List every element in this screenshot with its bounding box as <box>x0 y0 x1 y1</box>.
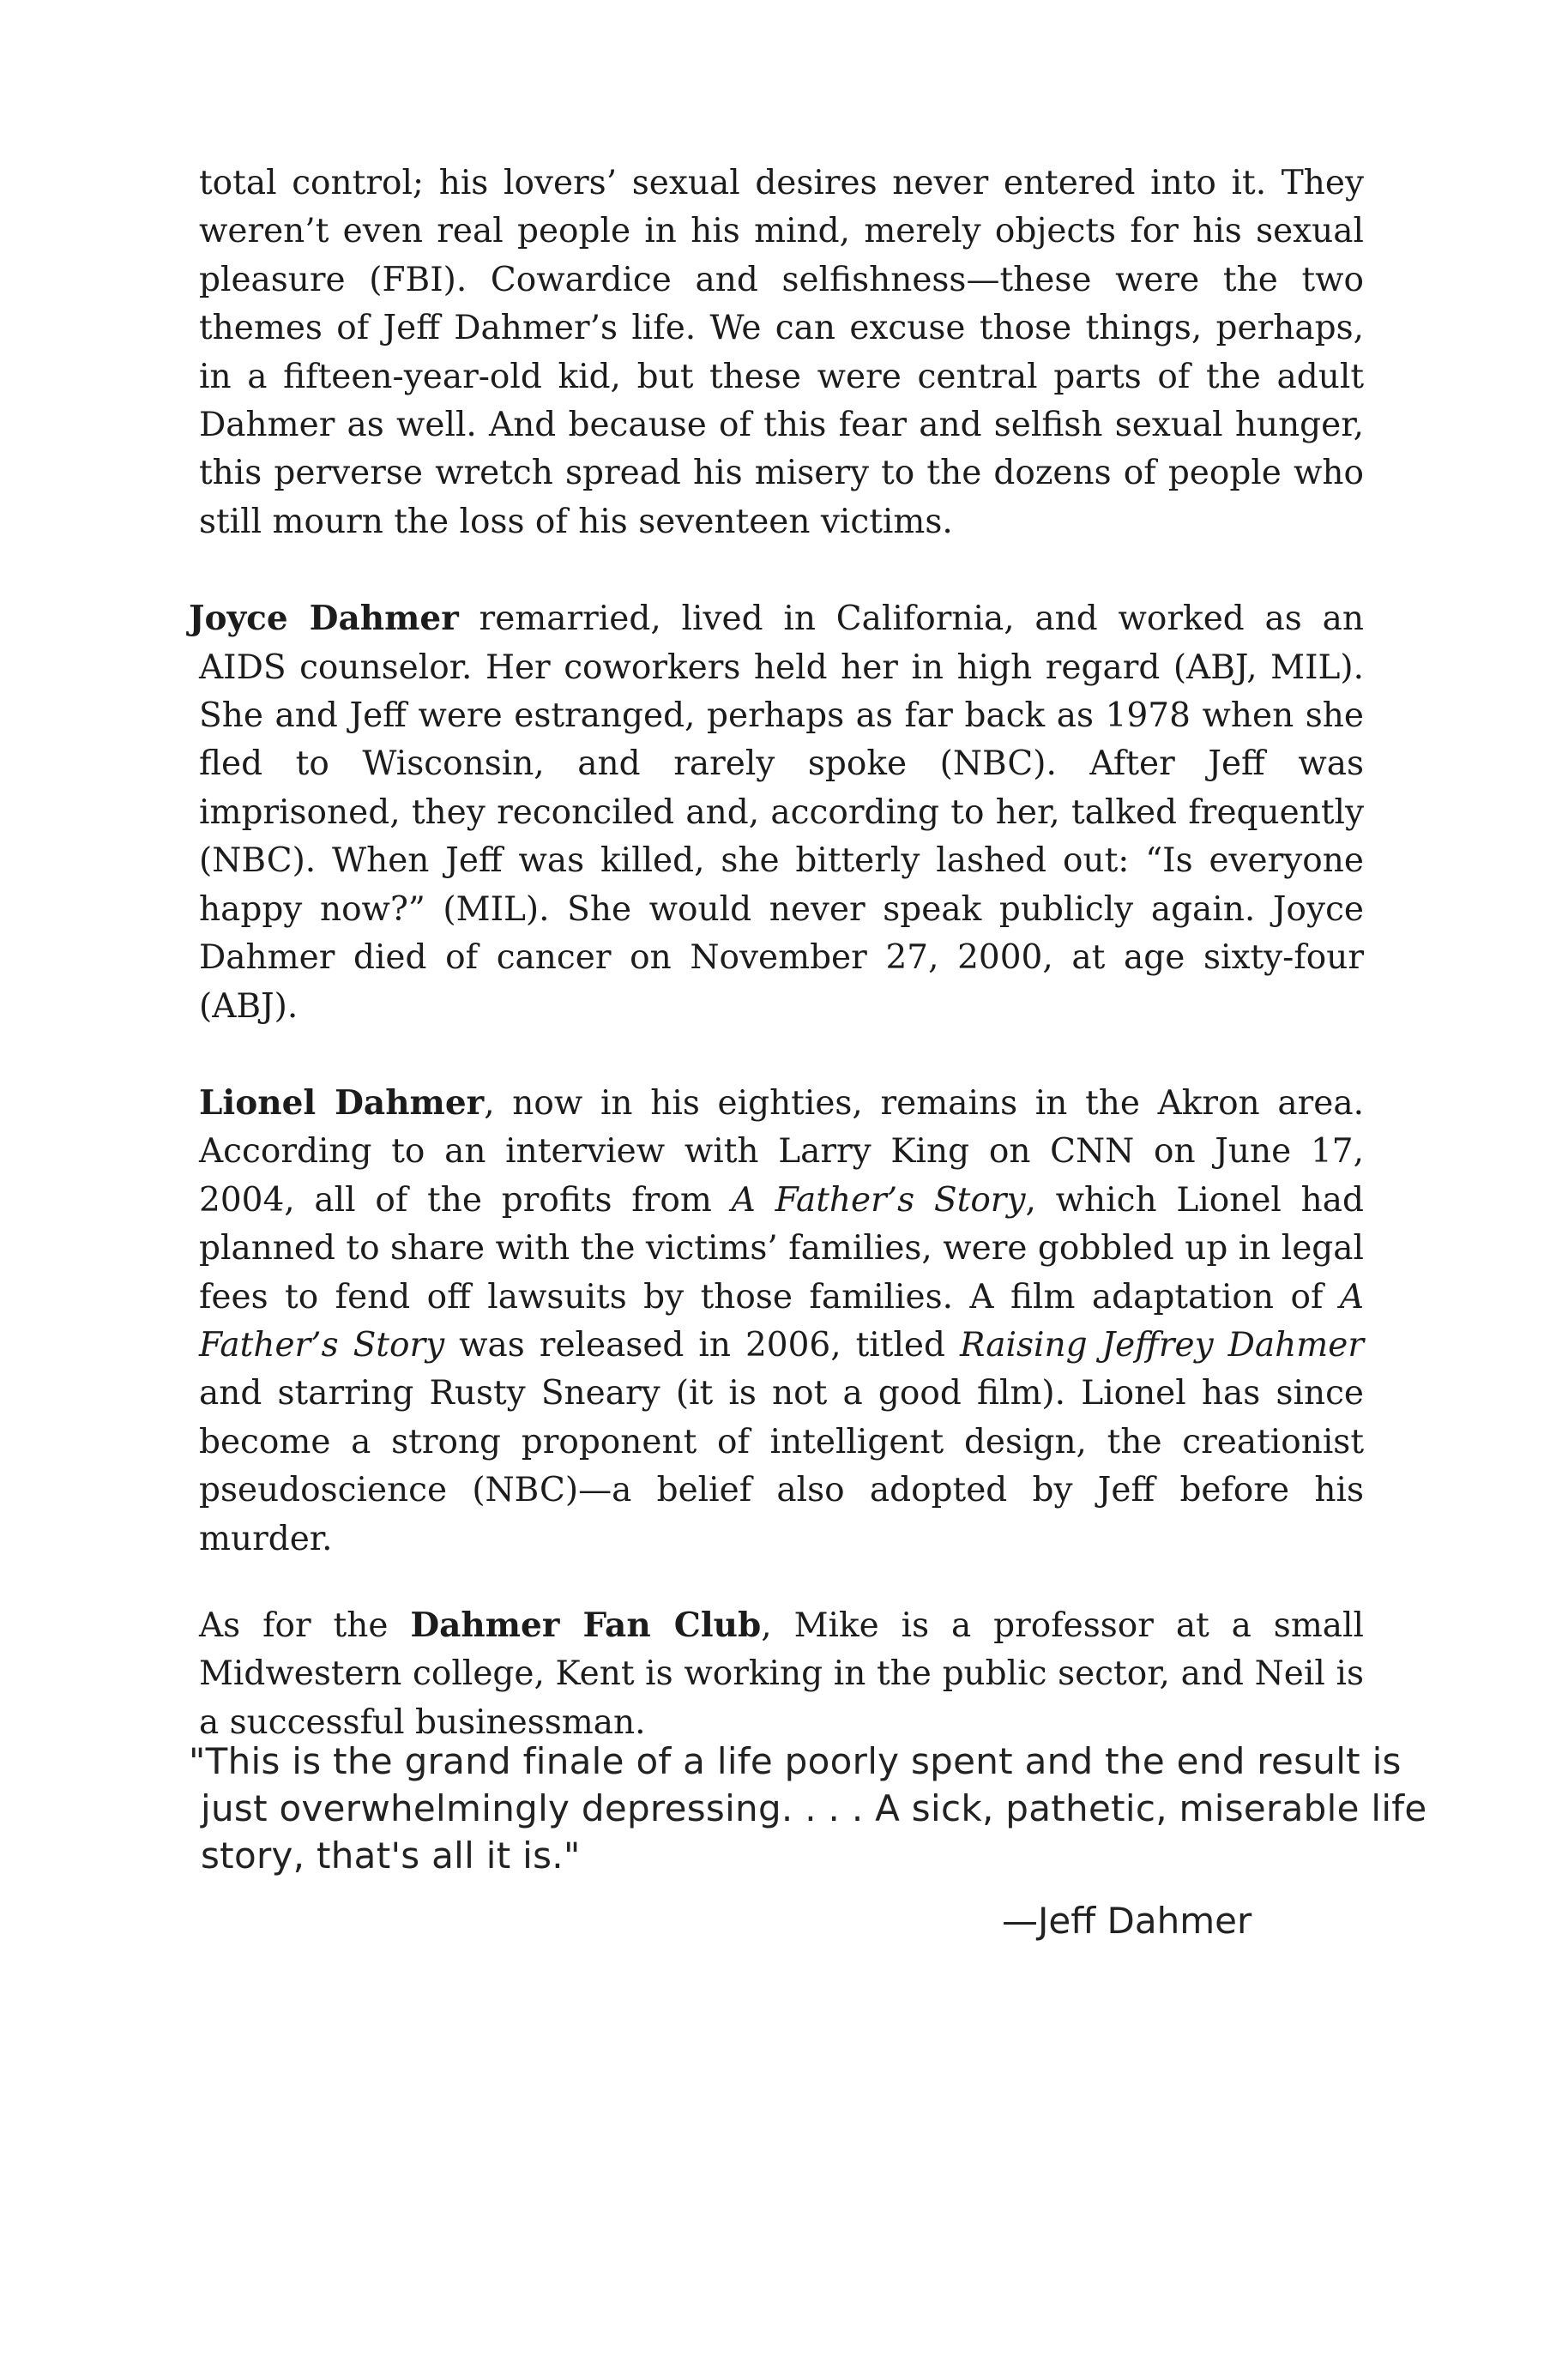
paragraph-text: remarried, lived in California, and worked as an AIDS counselor. Her coworkers held her in high regard (ABJ, MIL). She and Jeff were estranged, perhaps as far back as 1978 when she fled to Wisconsin, and rarely spoke (NBC). After Jeff was imprisoned, they reconciled and, according to her, talked frequently (NBC). When Jeff was killed, she bitterly lashed out: “Is everyone happy now?” (MIL). She would never speak publicly again. Joyce Dahmer died of cancer on November 27, 2000, at age sixty-four (ABJ). <box>199 600 1364 1026</box>
name-dahmer-fan-club: Dahmer Fan Club <box>410 1605 762 1645</box>
paragraph-text: and starring Rusty Sneary (it is not a good film). Lionel has since become a strong proponent of intelligent design, the creationist pseudoscience (NBC)—a belief also adopted by Jeff before his murder. <box>199 1374 1364 1558</box>
quote-line: just overwhelmingly depressing. . . . A sick, pathetic, miserable life <box>201 1787 1427 1829</box>
paragraph-fan-club <box>199 1601 1364 1747</box>
quote-line: "This is the grand finale of a life poorly spent and the end result is <box>189 1740 1402 1782</box>
film-title: Raising Jeffrey Dahmer <box>959 1325 1364 1365</box>
paragraph-text: , now in his eighties, remains in the Akron area. According to an interview with Larry King on CNN on June 17, 2004, all of the profits from <box>199 1083 1364 1220</box>
quote-attribution: —Jeff Dahmer <box>1002 1900 1252 1942</box>
paragraph-text: As for the <box>199 1606 411 1645</box>
name-joyce-dahmer: Joyce Dahmer <box>189 599 459 639</box>
epigraph-quote <box>189 1738 1427 1879</box>
body-text <box>189 160 1365 1747</box>
paragraph-text: was released in 2006, titled <box>444 1325 960 1365</box>
paragraph-text: , Mike is a professor at a small Midwestern college, Kent is working in the public sector, and Neil is a successful businessman. <box>199 1606 1365 1742</box>
book-title: A Father’s Story <box>199 1277 1364 1365</box>
book-title: A Father’s Story <box>731 1180 1026 1220</box>
paragraph-control <box>199 160 1364 546</box>
paragraph-text: total control; his lovers’ sexual desires never entered into it. They weren’t even real people in his mind, merely objects for his sexual pleasure (FBI). Cowardice and selfishness—these were the two themes of Jeff Dahmer’s life. We can excuse those things, perhaps, in a fifteen-year-old kid, but these were central parts of the adult Dahmer as well. And because of this fear and selfish sexual hunger, this perverse wretch spread his misery to the dozens of people who still mourn the loss of his seventeen victims. <box>199 164 1364 541</box>
paragraph-lionel-dahmer <box>199 1079 1364 1564</box>
name-lionel-dahmer: Lionel Dahmer <box>199 1082 485 1123</box>
quote-line: story, that's all it is." <box>201 1835 581 1877</box>
paragraph-joyce-dahmer <box>189 594 1364 1031</box>
paragraph-text: , which Lionel had planned to share with the victims’ families, were gobbled up in legal fees to fend off lawsuits by those families. A film adaptation of <box>199 1180 1365 1317</box>
